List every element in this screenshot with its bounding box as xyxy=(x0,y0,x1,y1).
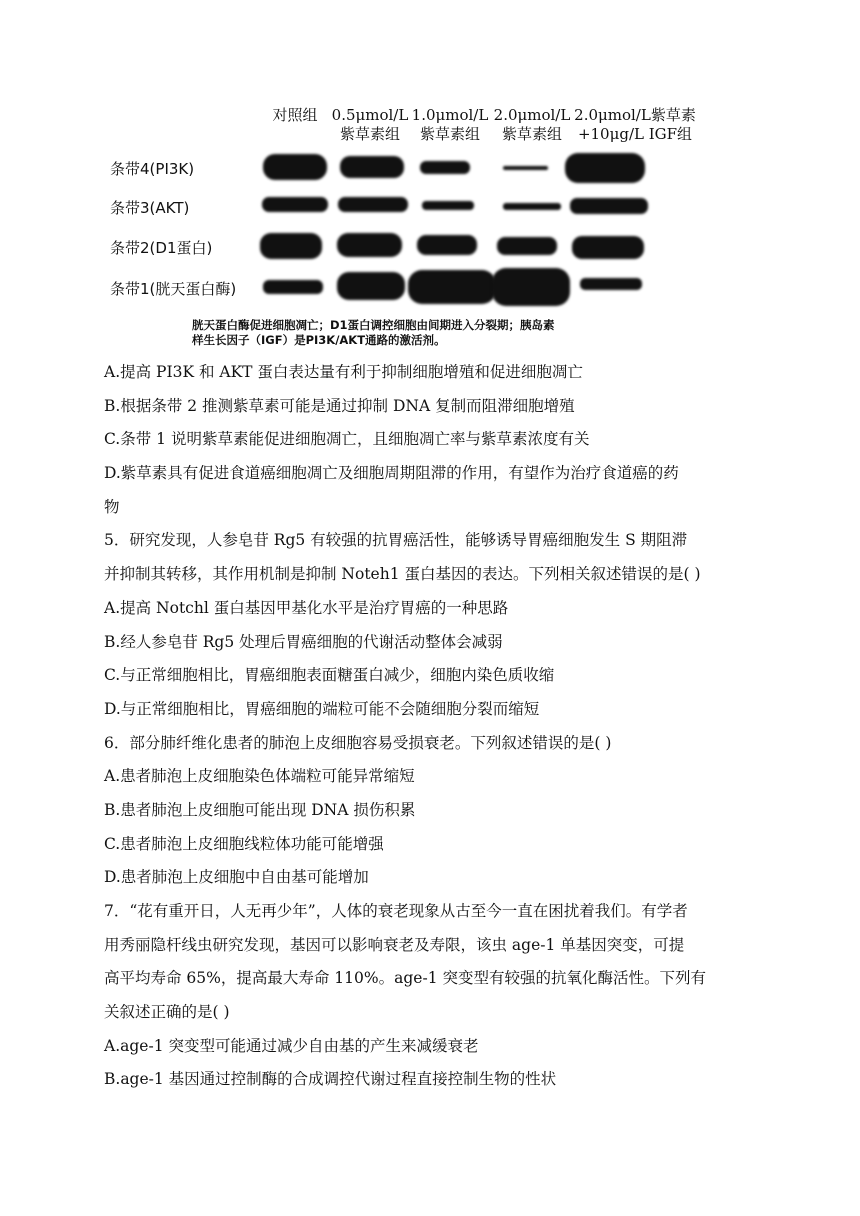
band-caspase-2-0 xyxy=(492,268,570,306)
band-d1-1-0 xyxy=(417,235,477,255)
band-d1-control xyxy=(260,233,322,259)
q6-option-b: B.患者肺泡上皮细胞可能出现 DNA 损伤积累 xyxy=(104,800,416,819)
figure-caption xyxy=(192,318,555,348)
band-d1-igf xyxy=(572,236,644,259)
row-label-band4: 条带4(PI3K) xyxy=(110,160,195,178)
column-header-control xyxy=(260,106,330,125)
q4-option-d-continued: 物 xyxy=(104,497,120,516)
column-header-line1: 对照组 xyxy=(272,106,318,124)
column-header-line1: 0.5μmol/L xyxy=(331,106,409,124)
band-d1-2-0 xyxy=(497,237,557,255)
q7-stem-continued: 关叙述正确的是( ) xyxy=(104,1003,230,1022)
q5-stem: 5．研究发现，人参皂苷 Rg5 有较强的抗胃癌活性，能够诱导胃癌细胞发生 S 期阻滞 xyxy=(104,531,688,550)
band-akt-igf xyxy=(570,198,648,214)
band-akt-0-5 xyxy=(338,197,408,212)
caption-line: 样生长因子（IGF）是PI3K/AKT通路的激活剂。 xyxy=(192,333,446,347)
band-pi3k-0-5 xyxy=(340,156,404,178)
band-caspase-igf xyxy=(580,278,642,290)
row-label-band2: 条带2(D1蛋白) xyxy=(110,239,213,257)
western-blot-figure xyxy=(100,100,720,350)
band-caspase-control xyxy=(263,280,323,294)
band-pi3k-2-0 xyxy=(503,166,548,170)
band-caspase-0-5 xyxy=(337,272,405,300)
q6-stem: 6．部分肺纤维化患者的肺泡上皮细胞容易受损衰老。下列叙述错误的是( ) xyxy=(104,733,612,752)
q7-stem: 7．“花有重开日，人无再少年”，人体的衰老现象从古至今一直在困扰着我们。有学者 xyxy=(104,902,688,920)
question-text xyxy=(104,356,764,1097)
band-pi3k-igf xyxy=(565,153,645,183)
q5-option-d: D.与正常细胞相比，胃癌细胞的端粒可能不会随细胞分裂而缩短 xyxy=(104,699,540,718)
column-header-igf xyxy=(570,106,700,144)
column-header-1-0 xyxy=(410,106,490,144)
q7-option-a: A.age-1 突变型可能通过减少自由基的产生来减缓衰老 xyxy=(104,1036,479,1055)
q7-stem-continued: 用秀丽隐杆线虫研究发现，基因可以影响衰老及寿限，该虫 age-1 单基因突变，可提 xyxy=(104,935,685,954)
column-header-line2: 紫草素组 xyxy=(339,125,400,143)
q6-option-c: C.患者肺泡上皮细胞线粒体功能可能增强 xyxy=(104,834,384,853)
caption-line: 胱天蛋白酶促进细胞凋亡；D1蛋白调控细胞由间期进入分裂期；胰岛素 xyxy=(192,318,555,332)
q6-option-d: D.患者肺泡上皮细胞中自由基可能增加 xyxy=(104,868,369,887)
column-header-2-0 xyxy=(492,106,572,144)
band-akt-2-0 xyxy=(503,203,561,210)
column-header-line1: 2.0μmol/L紫草素 xyxy=(574,106,696,124)
q5-option-a: A.提高 Notchl 蛋白基因甲基化水平是治疗胃癌的一种思路 xyxy=(104,598,509,617)
band-akt-1-0 xyxy=(422,201,474,210)
column-header-line2: 紫草素组 xyxy=(501,125,562,143)
column-header-line2: +10μg/L IGF组 xyxy=(577,125,693,143)
row-label-band3: 条带3(AKT) xyxy=(110,199,190,217)
column-header-line1: 1.0μmol/L xyxy=(411,106,489,124)
q4-option-a: A.提高 PI3K 和 AKT 蛋白表达量有利于抑制细胞增殖和促进细胞凋亡 xyxy=(104,363,583,381)
band-akt-control xyxy=(262,197,328,212)
band-pi3k-1-0 xyxy=(420,161,470,174)
q7-option-b: B.age-1 基因通过控制酶的合成调控代谢过程直接控制生物的性状 xyxy=(104,1070,557,1089)
band-d1-0-5 xyxy=(337,233,402,257)
q5-stem-continued: 并抑制其转移，其作用机制是抑制 Noteh1 蛋白基因的表达。下列相关叙述错误的是( ) xyxy=(104,565,701,584)
q4-option-c: C.条带 1 说明紫草素能促进细胞凋亡，且细胞凋亡率与紫草素浓度有关 xyxy=(104,430,590,449)
column-header-line1: 2.0μmol/L xyxy=(493,106,571,124)
band-caspase-1-0 xyxy=(408,270,496,304)
q5-option-b: B.经人参皂苷 Rg5 处理后胃癌细胞的代谢活动整体会减弱 xyxy=(104,632,503,651)
q5-option-c: C.与正常细胞相比，胃癌细胞表面糖蛋白减少，细胞内染色质收缩 xyxy=(104,666,555,685)
column-header-line2: 紫草素组 xyxy=(419,125,480,143)
band-pi3k-control xyxy=(263,154,327,180)
q4-option-d: D.紫草素具有促进食道癌细胞凋亡及细胞周期阻滞的作用，有望作为治疗食道癌的药 xyxy=(104,464,679,483)
column-header-0-5 xyxy=(330,106,410,144)
row-label-band1: 条带1(胱天蛋白酶) xyxy=(110,280,237,298)
q6-option-a: A.患者肺泡上皮细胞染色体端粒可能异常缩短 xyxy=(104,767,415,786)
q7-stem-continued: 高平均寿命 65%，提高最大寿命 110%。age-1 突变型有较强的抗氧化酶活性。下列有 xyxy=(104,969,706,988)
q4-option-b: B.根据条带 2 推测紫草素可能是通过抑制 DNA 复制而阻滞细胞增殖 xyxy=(104,396,575,415)
